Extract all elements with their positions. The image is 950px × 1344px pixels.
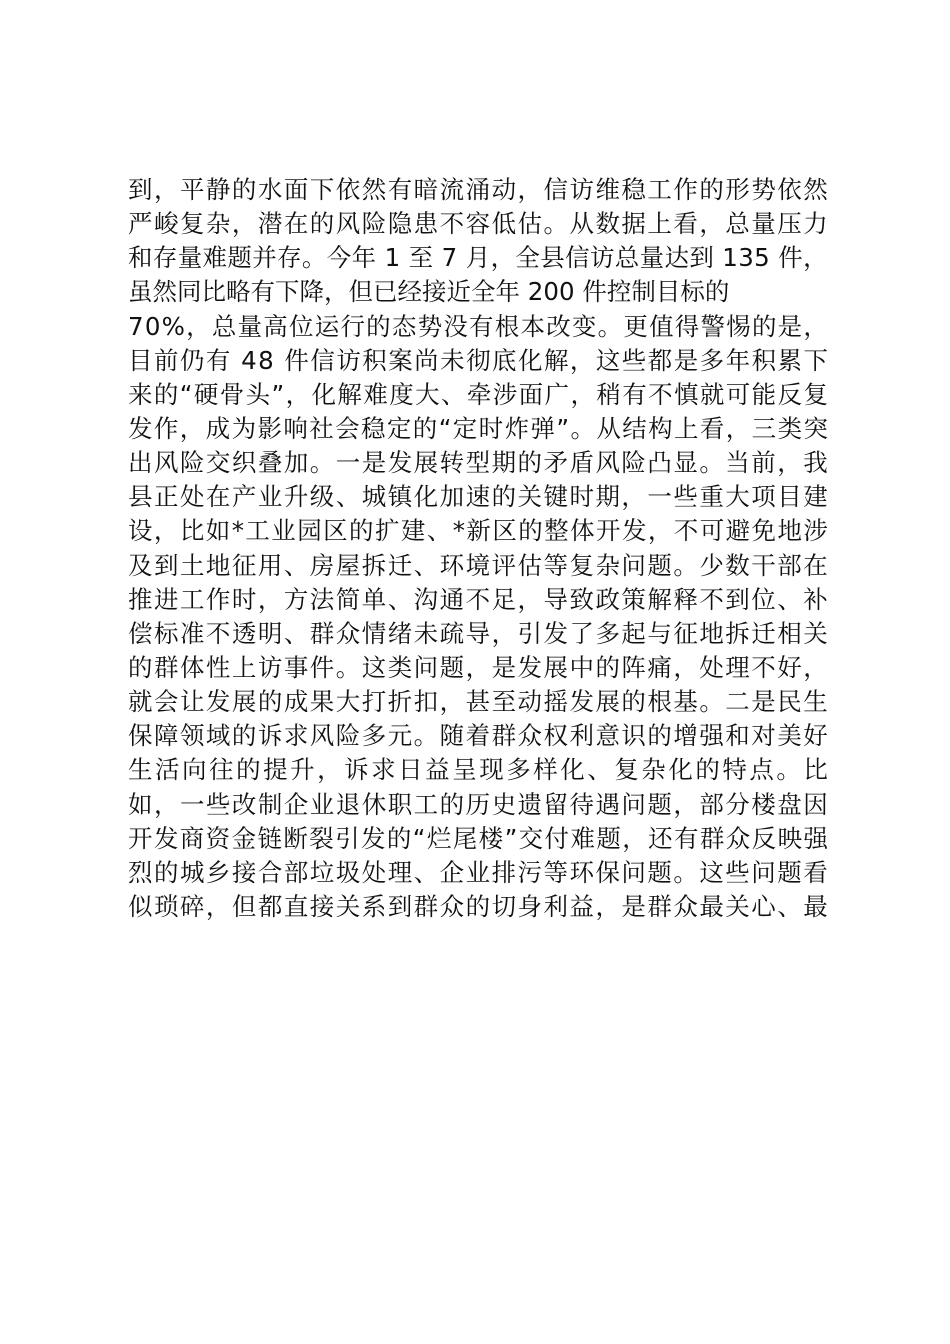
text-line-13: 推 进 工 作 时 ， 方 法 简 单 、 沟 通 不 足 ， 导 致 政 策 解 释 不 到 位 、 补 [128, 584, 828, 614]
text-line-2: 严 峻 复 杂 ， 潜 在 的 风 险 隐 患 不 容 低 估 。 从 数 据 上 看 ， 总 量 压 力 [128, 209, 828, 239]
text-line-7: 来 的 “ 硬 骨 头 ” ， 化 解 难 度 大 、 牵 涉 面 广 ， 稍 有 不 慎 就 可 能 反 复 [128, 379, 828, 409]
text-line-1: 到 ， 平 静 的 水 面 下 依 然 有 暗 流 涌 动 ， 信 访 维 稳 工 作 的 形 势 依 然 [128, 175, 828, 204]
text-line-22: 似 琐 碎 ， 但 都 直 接 关 系 到 群 众 的 切 身 利 益 ， 是 群 众 最 关 心 、 最 [128, 891, 828, 921]
text-line-19: 如 ， 一 些 改 制 企 业 退 休 职 工 的 历 史 遗 留 待 遇 问 题 ， 部 分 楼 盘 因 [128, 789, 828, 819]
text-line-18: 生 活 向 往 的 提 升 ， 诉 求 日 益 呈 现 多 样 化 、 复 杂 化 的 特 点 。 比 [128, 755, 828, 785]
text-line-16: 就 会 让 发 展 的 成 果 大 打 折 扣 ， 甚 至 动 摇 发 展 的 根 基 。 二 是 民 生 [128, 687, 828, 717]
text-line-10: 县 正 处 在 产 业 升 级 、 城 镇 化 加 速 的 关 键 时 期 ， 一 些 重 大 项 目 建 [128, 482, 828, 512]
text-line-21: 烈 的 城 乡 接 合 部 垃 圾 处 理 、 企 业 排 污 等 环 保 问 题 。 这 些 问 题 看 [128, 857, 828, 887]
text-line-17: 保 障 领 域 的 诉 求 风 险 多 元 。 随 着 群 众 权 利 意 识 的 增 强 和 对 美 好 [128, 721, 828, 751]
text-line-9: 出 风 险 交 织 叠 加 。 一 是 发 展 转 型 期 的 矛 盾 风 险 凸 显 。 当 前 ， 我 [128, 448, 828, 478]
body-text [128, 173, 828, 924]
text-line-8: 发 作 ， 成 为 影 响 社 会 稳 定 的 “ 定 时 炸 弹 ” 。 从 结 构 上 看 ， 三 类 突 [128, 413, 828, 443]
text-line-5: 7 0 % ， 总 量 高 位 运 行 的 态 势 没 有 根 本 改 变 。 更 值 得 警 惕 的 是 ， [128, 311, 828, 341]
text-line-3: 和 存 量 难 题 并 存 。 今 年 1 至 7 月 ， 全 县 信 访 总 量 达 到 1 3 5 件 ， [128, 243, 828, 273]
text-line-11: 设 ， 比 如 * 工 业 园 区 的 扩 建 、 * 新 区 的 整 体 开 发 ， 不 可 避 免 地 涉 [128, 516, 828, 546]
text-line-4: 虽然同比略有下降，但已经接近全年 200 件控制目标的 [128, 277, 730, 307]
text-line-15: 的 群 体 性 上 访 事 件 。 这 类 问 题 ， 是 发 展 中 的 阵 痛 ， 处 理 不 好 ， [128, 652, 828, 682]
text-line-12: 及 到 土 地 征 用 、 房 屋 拆 迁 、 环 境 评 估 等 复 杂 问 题 。 少 数 干 部 在 [128, 550, 828, 580]
text-line-6: 目 前 仍 有 4 8 件 信 访 积 案 尚 未 彻 底 化 解 ， 这 些 都 是 多 年 积 累 下 [128, 345, 828, 375]
text-line-14: 偿 标 准 不 透 明 、 群 众 情 绪 未 疏 导 ， 引 发 了 多 起 与 征 地 拆 迁 相 关 [128, 618, 828, 648]
text-line-20: 开 发 商 资 金 链 断 裂 引 发 的 “ 烂 尾 楼 ” 交 付 难 题 ， 还 有 群 众 反 映 强 [128, 823, 828, 853]
